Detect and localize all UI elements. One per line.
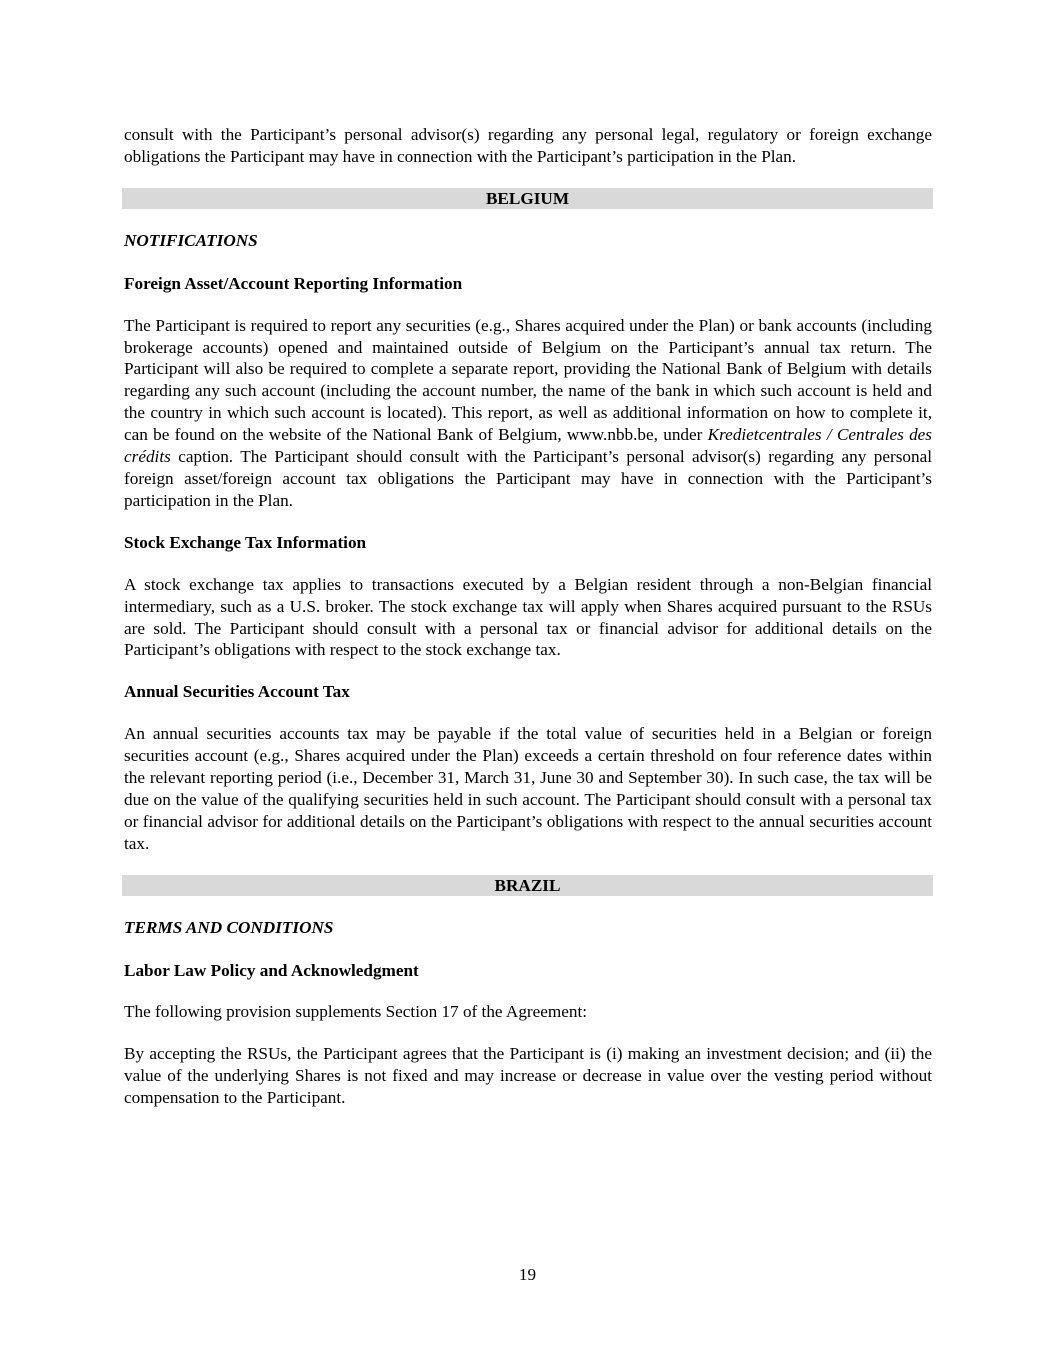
page-content [124,124,932,1129]
annual-securities-heading: Annual Securities Account Tax [124,682,350,702]
stock-exchange-paragraph: A stock exchange tax applies to transactions executed by a Belgian resident through a non-Belgian financial intermediary, such as a U.S. broker. The stock exchange tax will apply when Shares acquired pursuant to the RSUs are sold. The Participant should consult with a personal tax or financial advisor for additional details on the Participant’s obligations with respect to the stock exchange tax. [124,574,932,660]
foreign-asset-text-part2: caption. The Participant should consult with the Participant’s personal advisor(s) regarding any personal foreign asset/foreign account tax obligations the Participant may have in connection with the Participant’s participation in the Plan. [124,447,932,510]
foreign-asset-heading: Foreign Asset/Account Reporting Information [124,273,463,293]
labor-law-paragraph: By accepting the RSUs, the Participant agrees that the Participant is (i) making an investment decision; and (ii) the value of the underlying Shares is not fixed and may increase or decrease in value over the vesting period without compensation to the Participant. [124,1044,932,1108]
labor-law-heading: Labor Law Policy and Acknowledgment [124,960,419,980]
stock-exchange-heading: Stock Exchange Tax Information [124,532,367,552]
annual-securities-paragraph: An annual securities accounts tax may be payable if the total value of securities held in a Belgian or foreign securities account (e.g., Shares acquired under the Plan) exceeds a certain threshold on four reference dates within the relevant reporting period (i.e., December 31, March 31, June 30 and September 30). In such case, the tax will be due on the value of the qualifying securities held in such account. The Participant should consult with a personal tax or financial advisor for additional details on the Participant’s obligations with respect to the annual securities account tax. [124,724,932,853]
page-number: 19 [518,1265,537,1284]
foreign-asset-text-part1: The Participant is required to report any securities (e.g., Shares acquired under the Plan) or bank accounts (including brokerage accounts) opened and maintained outside of Belgium on the Participant’s annual tax return. The Participant will also be required to complete a separate report, providing the National Bank of Belgium with details regarding any such account (including the account number, the name of the bank in which such account is held and the country in which such account is located). This report, as well as additional information on how to complete it, can be found on the website of the National Bank of Belgium, www.nbb.be, under [124,315,932,445]
intro-paragraph: consult with the Participant’s personal advisor(s) regarding any personal legal, regulatory or foreign exchange obligations the Participant may have in connection with the Participant’s participation in the Plan. [124,125,932,166]
foreign-asset-italic-caption: Kredietcentrales / Centrales des crédits [124,425,932,467]
terms-heading: TERMS AND CONDITIONS [124,917,334,937]
section-bar-brazil: BRAZIL [122,875,933,896]
foreign-asset-paragraph [124,315,932,512]
section-bar-belgium: BELGIUM [122,188,933,209]
notifications-heading: NOTIFICATIONS [124,230,258,250]
labor-law-intro: The following provision supplements Section 17 of the Agreement: [124,1002,588,1022]
